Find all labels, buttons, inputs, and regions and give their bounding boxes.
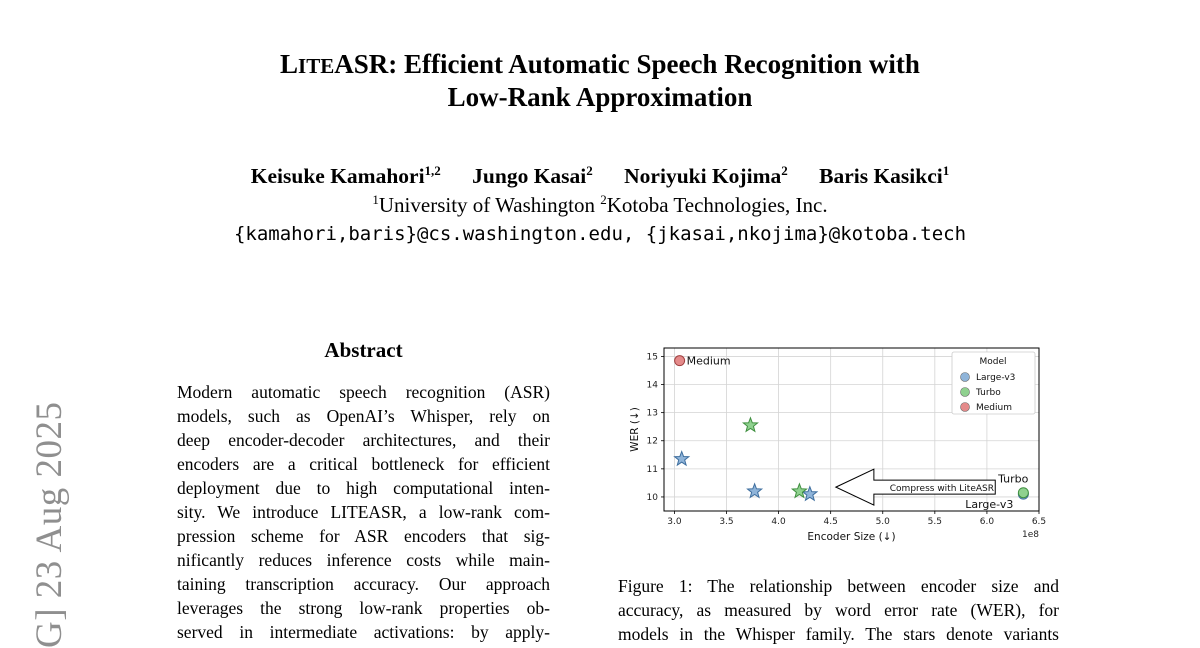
legend-entry-label: Turbo [976,388,1001,398]
figure-1 [620,342,1060,552]
y-axis-ticks [647,352,664,503]
x-tick-label: 5.0 [875,517,890,527]
author [624,161,788,191]
figure-caption [618,574,1059,646]
author-affiliation-mark: 2 [781,162,788,178]
affiliations [0,191,1200,219]
legend-title: Model [979,357,1007,367]
title-sc-initial: L [280,49,299,79]
x-tick-label: 3.5 [719,517,734,527]
author-list [0,161,1200,191]
author-name: Keisuke Kamahori [250,164,425,188]
affiliation-mark: 1 [372,192,379,207]
author-name: Jungo Kasai [472,164,587,188]
chart-legend [952,352,1035,414]
x-tick-label: 4.5 [823,517,838,527]
y-tick-label: 13 [646,408,658,419]
x-axis-label: Encoder Size (↓) [807,531,896,543]
paper-title-line1 [0,48,1200,83]
turbo-point-label: Turbo [998,472,1029,486]
legend-marker [961,373,970,382]
x-tick-label: 4.0 [771,517,786,527]
title-sc-small: ITE [298,54,335,78]
x-axis-ticks [667,511,1046,527]
medium-point-label: Medium [686,354,731,368]
author-emails: {kamahori,baris}@cs.washington.edu, {jkasai,nkojima}@kotoba.tech [233,223,967,245]
x-axis-exponent: 1e8 [1022,530,1039,540]
author [251,161,441,191]
x-tick-label: 6.0 [979,517,995,527]
abstract-line: leverages the strong low-rank properties ob- [177,598,550,618]
data-point-circle [675,356,685,366]
abstract-line: taining transcription accuracy. Our approach [177,574,550,594]
title-name-rest: ASR [334,49,389,79]
paper-title-line2: Low-Rank Approximation [447,82,753,112]
abstract-line: deep encoder-decoder architectures, and their [177,430,550,450]
scatter-chart [620,342,1060,552]
data-point-star [675,452,689,466]
author [472,161,593,191]
large-v3-point-label: Large-v3 [965,497,1014,511]
y-tick-label: 15 [646,352,658,363]
legend-entry-label: Large-v3 [976,373,1016,383]
affiliation: University of Washington [378,193,601,217]
affiliation: Kotoba Technologies, Inc. [606,193,828,217]
caption-line: Figure 1: The relationship between encoder size and [618,576,1059,596]
author-affiliation-mark: 1,2 [424,162,441,178]
author-affiliation-mark: 1 [942,162,950,178]
legend-marker [961,403,970,412]
abstract-line: served in intermediate activations: by apply- [177,622,550,642]
y-tick-label: 12 [646,436,658,447]
y-tick-label: 14 [646,380,658,391]
abstract-body [177,380,550,644]
abstract-line: sity. We introduce LITEASR, a low-rank com- [177,502,550,522]
y-tick-label: 11 [646,464,658,475]
abstract-heading: Abstract [324,338,403,362]
data-point-star [792,484,806,498]
abstract-line: pression scheme for ASR encoders that sig- [177,526,550,546]
arxiv-stamp [27,380,73,648]
author-affiliation-mark: 2 [586,162,593,178]
abstract-line: deployment due to high computational inten- [177,478,550,498]
data-point-circle [1018,488,1028,498]
y-axis-label: WER (↓) [629,407,641,452]
legend-marker [961,388,970,397]
y-tick-label: 10 [646,492,658,503]
data-point-star [743,418,757,432]
affiliation-mark: 2 [600,192,607,207]
author-name: Noriyuki Kojima [624,164,782,188]
x-tick-label: 6.5 [1031,517,1047,527]
abstract-line: encoders are a critical bottleneck for efficient [177,454,550,474]
compress-arrow-label: Compress with LiteASR [889,484,994,495]
x-tick-label: 3.0 [667,517,682,527]
abstract-line: models, such as OpenAI’s Whisper, rely on [177,406,550,426]
x-tick-label: 5.5 [927,517,942,527]
abstract-line: nificantly reduces inference costs while main- [177,550,550,570]
caption-line: accuracy, as measured by word error rate (WER), for [618,600,1059,620]
caption-line: models in the Whisper family. The stars denote variants [618,624,1059,644]
data-point-star [747,484,761,498]
legend-entry-label: Medium [976,403,1012,413]
title-line1-rest: : Efficient Automatic Speech Recognition with [388,49,920,79]
author-name: Baris Kasikci [819,164,943,188]
arxiv-stamp-text: G] 23 Aug 2025 [29,401,70,648]
author [819,161,949,191]
abstract-line: Modern automatic speech recognition (ASR) [177,382,550,402]
